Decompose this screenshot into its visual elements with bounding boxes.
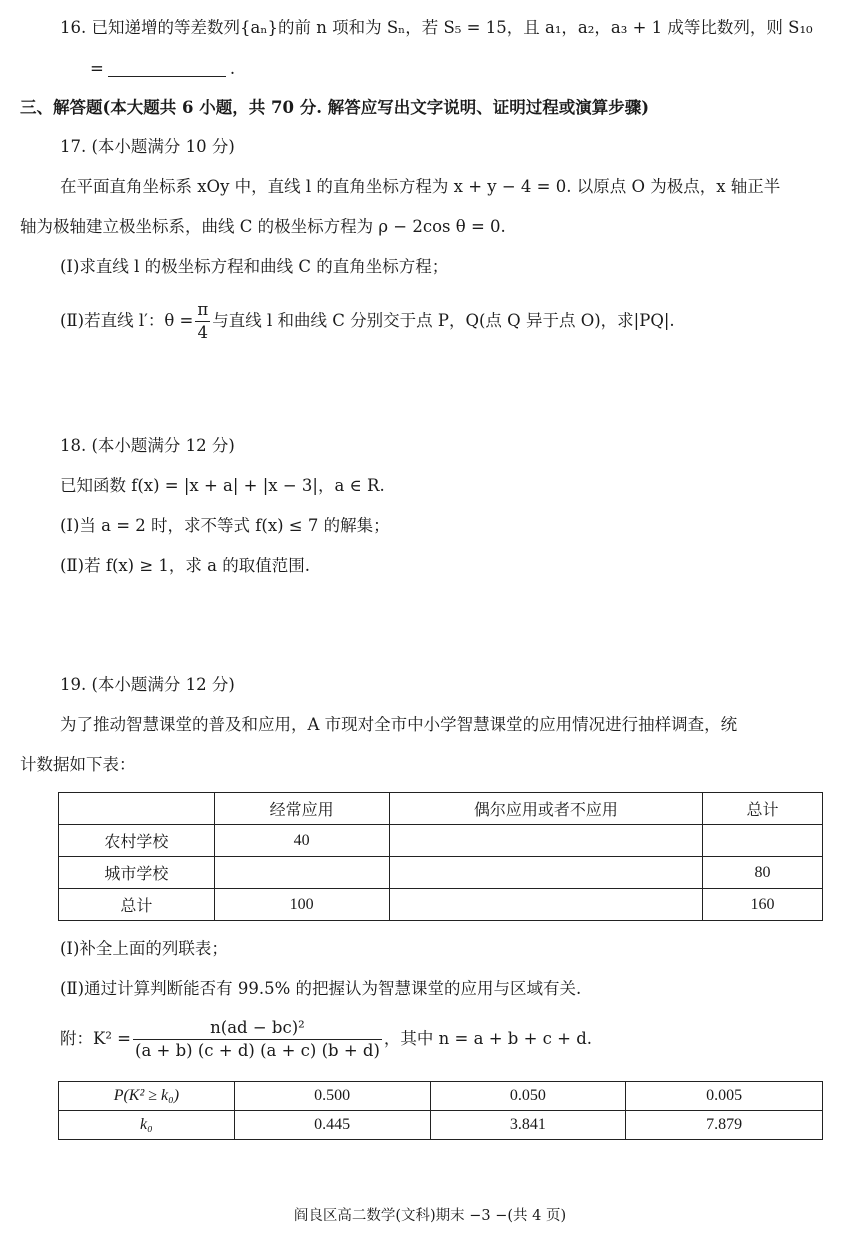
table-cell: 总计 bbox=[59, 889, 215, 921]
q16-answer-blank bbox=[108, 58, 226, 77]
table-row bbox=[59, 889, 823, 921]
table-row bbox=[59, 825, 823, 857]
q16-text: 16. 已知递增的等差数列{aₙ}的前 n 项和为 Sₙ，若 S₅ = 15，且 a₁，a₂，a₃ + 1 成等比数列，则 S₁₀ bbox=[60, 18, 813, 37]
table-cell bbox=[703, 825, 823, 857]
table-cell bbox=[59, 793, 215, 825]
q17-paragraph-line2: 轴为极轴建立极坐标系，曲线 C 的极坐标方程为 ρ − 2cos θ = 0. bbox=[20, 217, 506, 236]
pi-over-4-fraction bbox=[195, 299, 210, 344]
q19-header: 19. (本小题满分 12 分) bbox=[60, 675, 235, 694]
q16-period: . bbox=[229, 59, 236, 78]
table-cell bbox=[389, 857, 703, 889]
fraction-denominator: 4 bbox=[197, 323, 209, 342]
q17-part-ii-prefix: (Ⅱ)若直线 l′：θ = bbox=[60, 311, 194, 330]
q17-paragraph-line1: 在平面直角坐标系 xOy 中，直线 l 的直角坐标方程为 x + y − 4 = 0. 以原点 O 为极点，x 轴正半 bbox=[60, 177, 781, 196]
table-cell: 40 bbox=[214, 825, 389, 857]
critical-value-table bbox=[58, 1081, 823, 1140]
q16-answer-line bbox=[90, 57, 235, 81]
table-cell bbox=[214, 857, 389, 889]
table-cell bbox=[389, 825, 703, 857]
q19-paragraph-line2: 计数据如下表： bbox=[20, 755, 136, 774]
table-cell: 100 bbox=[214, 889, 389, 921]
q17-part-ii-suffix: 与直线 l 和曲线 C 分别交于点 P，Q(点 Q 异于点 O)，求|PQ|. bbox=[212, 311, 675, 330]
table-cell: 城市学校 bbox=[59, 857, 215, 889]
table-cell bbox=[389, 889, 703, 921]
section-3-heading: 三、解答题(本大题共 6 小题，共 70 分. 解答应写出文字说明、证明过程或演算步骤) bbox=[20, 98, 650, 117]
contingency-table bbox=[58, 792, 823, 921]
table-row bbox=[59, 1082, 823, 1111]
k-squared-formula bbox=[60, 1015, 592, 1063]
q17-part-ii bbox=[60, 297, 675, 345]
q17-header: 17. (本小题满分 10 分) bbox=[60, 137, 235, 156]
q18-header: 18. (本小题满分 12 分) bbox=[60, 436, 235, 455]
table-cell: 0.005 bbox=[626, 1082, 823, 1111]
table-cell: k₀ bbox=[59, 1111, 235, 1140]
table-cell: 7.879 bbox=[626, 1111, 823, 1140]
q18-part-i: (Ⅰ)当 a = 2 时，求不等式 f(x) ≤ 7 的解集； bbox=[60, 516, 390, 535]
table-cell: 160 bbox=[703, 889, 823, 921]
fraction-denominator: (a + b) (c + d) (a + c) (b + d) bbox=[135, 1041, 380, 1060]
q17-part-i: (Ⅰ)求直线 l 的极坐标方程和曲线 C 的直角坐标方程； bbox=[60, 257, 449, 276]
table-cell: 总计 bbox=[703, 793, 823, 825]
q18-function-definition: 已知函数 f(x) = |x + a| + |x − 3|，a ∈ R. bbox=[60, 476, 385, 495]
q19-paragraph-line1: 为了推动智慧课堂的普及和应用，A 市现对全市中小学智慧课堂的应用情况进行抽样调查，统 bbox=[60, 715, 738, 734]
fraction-numerator: n(ad − bc)² bbox=[133, 1017, 382, 1040]
table-cell: P(K² ≥ k₀) bbox=[59, 1082, 235, 1111]
q19-part-ii: (Ⅱ)通过计算判断能否有 99.5% 的把握认为智慧课堂的应用与区域有关. bbox=[60, 979, 582, 998]
table-cell: 0.500 bbox=[234, 1082, 430, 1111]
table-cell: 0.050 bbox=[430, 1082, 626, 1111]
k-squared-fraction bbox=[133, 1017, 382, 1062]
table-row bbox=[59, 1111, 823, 1140]
table-cell: 偶尔应用或者不应用 bbox=[389, 793, 703, 825]
table-cell: 经常应用 bbox=[214, 793, 389, 825]
table-cell: 农村学校 bbox=[59, 825, 215, 857]
q19-part-i: (Ⅰ)补全上面的列联表； bbox=[60, 939, 228, 958]
q18-part-ii: (Ⅱ)若 f(x) ≥ 1，求 a 的取值范围. bbox=[60, 556, 311, 575]
table-cell: 0.445 bbox=[234, 1111, 430, 1140]
formula-suffix: ，其中 n = a + b + c + d. bbox=[383, 1029, 593, 1048]
table-row bbox=[59, 857, 823, 889]
page-footer: 阎良区高二数学(文科)期末 −3 −(共 4 页) bbox=[293, 1208, 567, 1224]
table-cell: 80 bbox=[703, 857, 823, 889]
table-header-row bbox=[59, 793, 823, 825]
table-cell: 3.841 bbox=[430, 1111, 626, 1140]
q16-equals: = bbox=[90, 59, 104, 78]
fraction-numerator: π bbox=[195, 299, 210, 322]
formula-prefix: 附：K² = bbox=[60, 1029, 132, 1048]
